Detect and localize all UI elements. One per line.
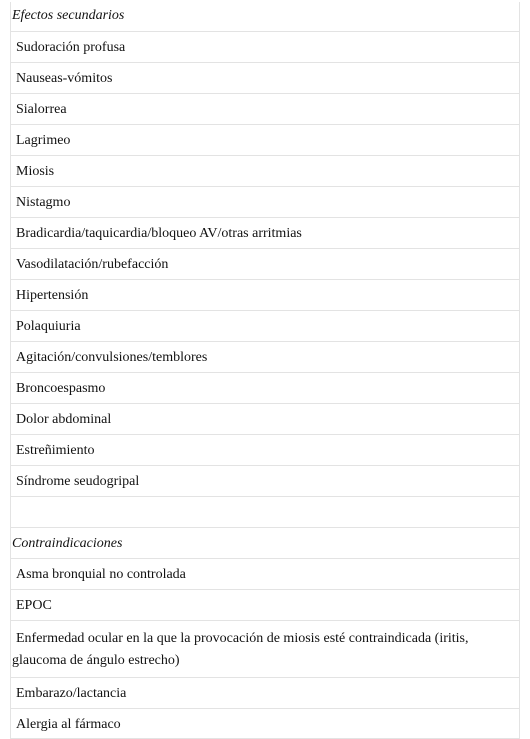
table-row: Vasodilatación/rubefacción	[10, 248, 520, 279]
table-row: Nistagmo	[10, 186, 520, 217]
table-row: Lagrimeo	[10, 124, 520, 155]
table-row: Dolor abdominal	[10, 403, 520, 434]
table-row: Enfermedad ocular en la que la provocación de miosis esté contraindicada (iritis, glaucoma de ángulo estrecho)	[10, 620, 520, 677]
table-row: EPOC	[10, 589, 520, 620]
table-row: Nauseas-vómitos	[10, 62, 520, 93]
table-row: Asma bronquial no controlada	[10, 558, 520, 589]
table-row: Embarazo/lactancia	[10, 677, 520, 708]
table-row: Polaquiuria	[10, 310, 520, 341]
table-row: Estreñimiento	[10, 434, 520, 465]
section-header-efectos: Efectos secundarios	[10, 2, 520, 31]
table-row: Agitación/convulsiones/temblores	[10, 341, 520, 372]
table-row: Broncoespasmo	[10, 372, 520, 403]
table-row: Alergia al fármaco	[10, 708, 520, 739]
spacer-row	[10, 496, 520, 527]
table-row: Bradicardia/taquicardia/bloqueo AV/otras arritmias	[10, 217, 520, 248]
table-row: Hipertensión	[10, 279, 520, 310]
table-row: Miosis	[10, 155, 520, 186]
section-header-contraindicaciones: Contraindicaciones	[10, 527, 520, 558]
table-row: Sialorrea	[10, 93, 520, 124]
table-row: Sudoración profusa	[10, 31, 520, 62]
drug-info-table	[10, 2, 520, 739]
table-row: Síndrome seudogripal	[10, 465, 520, 496]
